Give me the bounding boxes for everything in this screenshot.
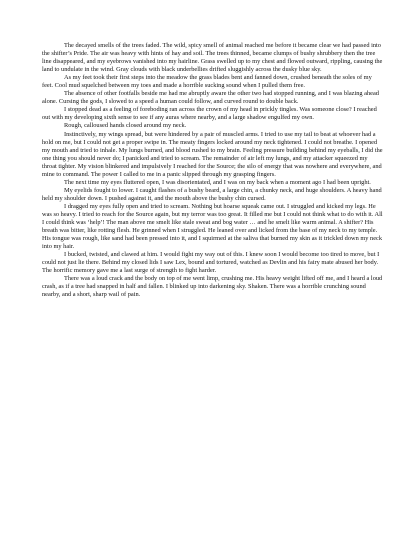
paragraph: I dragged my eyes fully open and tried to scream. Nothing but hoarse squeak came out. I struggled and kicked my legs. He was so heavy. I tried to reach for the Source again, but my terror was too great. It filled me but I could not think what to do with it. All I could think was ‘help’! The man above me smelt like stale sweat and bog water … and he smelt like warm animal. A shifter? His breath was bitter, like rotting flesh. He grinned when I struggled. He leaned over and licked from the base of my neck to my temple. His tongue was rough, like sand had been pressed into it, and I squirmed at the saliva that burned my skin as it trickled down my neck into my hair.	[42, 202, 383, 251]
document-page	[42, 42, 383, 300]
paragraph: Rough, calloused hands closed around my neck.	[64, 122, 187, 130]
paragraph: The absence of other footfalls beside me had me abruptly aware the other two had stopped running, and I was blazing ahead alone. Cursing the gods, I slowed to a speed a human could follow, and curved round to double back.	[42, 90, 379, 106]
paragraph: The decayed smells of the trees faded. The wild, spicy smell of animal reached me before it became clear we had passed into the shifter’s Pride. The air was heavy with hints of hay and soil. The trees thinned, became clumps of bushy shrubbery then the tree line disappeared, and my eyebrows vanished into my hairline. Grass swelled up to my chest and flowed outward, rippling, causing the land to undulate in the wind. Gray clouds with black underbellies drifted sluggishly across the dusky blue sky.	[42, 42, 383, 74]
paragraph: My eyelids fought to lower. I caught flashes of a bushy beard, a large chin, a chunky neck, and huge shoulders. A heavy hand held my shoulder down. I pushed against it, and the mouth above the bushy chin cursed.	[42, 186, 382, 202]
paragraph: The next time my eyes fluttered open, I was disorientated, and I was on my back when a moment ago I had been upright.	[64, 178, 371, 186]
paragraph: As my feet took their first steps into the meadow the grass blades bent and fanned down, crushed beneath the soles of my feet. Cool mud squelched between my toes and made a horrible sucking sound when I pulled them free.	[42, 74, 372, 90]
paragraph: Instinctively, my wings spread, but were hindered by a pair of muscled arms. I tried to use my tail to beat at whoever had a hold on me, but I could not get a proper swipe in. The meaty fingers locked around my neck tightened. I could not breathe. I opened my mouth and tried to inhale. My lungs burned, and blood rushed to my brain. Feeling pressure building behind my eyeballs, I did the one thing you should never do; I panicked and tried to scream. The remainder of air left my lungs, and my attacker squeezed my throat tighter. My vision blinkered and impulsively I reached for the Source; the silo of energy that was nowhere and everywhere, and mine to command. The power I called to me in a panic slipped through my grasping fingers.	[42, 130, 383, 178]
paragraph: There was a loud crack and the body on top of me went limp, crushing me. His heavy weight lifted off me, and I heard a loud crash, as if a tree had snapped in half and fallen. I blinked up into darkening sky. Shaken. There was a horrible crunching sound nearby, and a short, sharp wail of pain.	[42, 275, 383, 299]
paragraph: I bucked, twisted, and clawed at him. I would fight my way out of this. I knew soon I would become too tired to move, but I could not just lie there. Behind my closed lids I saw Lex, bound and tortured, watched as Devlin and his fairy mate abused her body. The horrific memory gave me a last surge of strength to fight harder.	[42, 251, 380, 275]
paragraph: I stopped dead as a feeling of foreboding ran across the crown of my head in prickly tingles. Was someone close? I reached out with my developing sixth sense to see if any auras where nearby, and a large shadow engulfed my own.	[42, 106, 377, 122]
